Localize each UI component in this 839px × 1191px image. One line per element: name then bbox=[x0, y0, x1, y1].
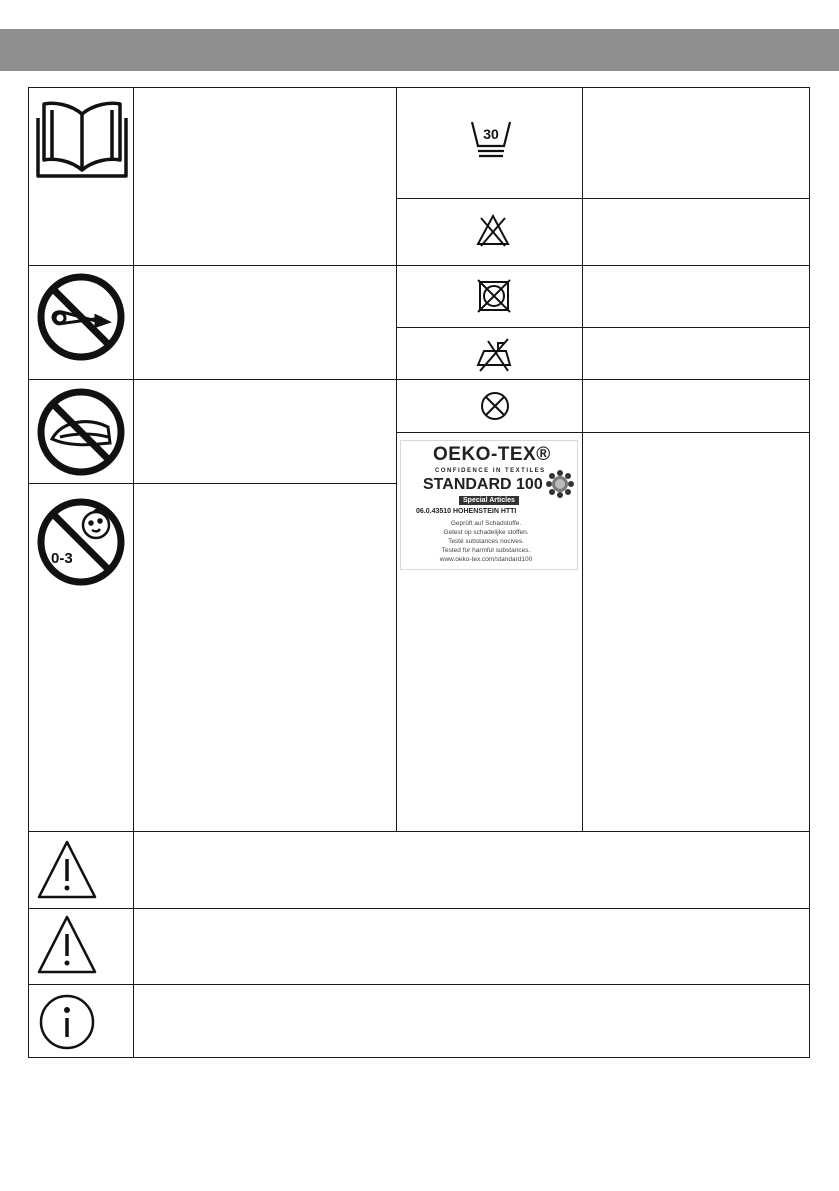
table-border-right bbox=[809, 87, 810, 1058]
do-not-tumble-dry-icon bbox=[476, 278, 512, 314]
row-divider-full-2 bbox=[28, 908, 810, 909]
do-not-bleach-icon bbox=[475, 212, 511, 248]
oeko-claim-de: Geprüft auf Schadstoffe. bbox=[450, 520, 522, 527]
row-divider-left-3 bbox=[28, 483, 397, 484]
wash-30-icon bbox=[470, 118, 512, 160]
oeko-tagline: CONFIDENCE IN TEXTILES bbox=[435, 468, 546, 474]
row-divider-right-3 bbox=[396, 327, 810, 328]
oeko-cert-number: 06.0.43510 HOHENSTEIN HTTI bbox=[416, 508, 517, 515]
no-folded-blanket-icon bbox=[36, 387, 126, 477]
oeko-claim-fr: Testé substances nocives. bbox=[448, 538, 524, 545]
row-divider-left-1 bbox=[28, 265, 397, 266]
wash-temp: 30 bbox=[483, 126, 499, 142]
info-icon bbox=[38, 993, 96, 1051]
oeko-claim-nl: Getest op schadelijke stoffen. bbox=[443, 529, 529, 536]
no-safety-pin-icon bbox=[36, 272, 126, 362]
warning-triangle-icon bbox=[36, 839, 98, 901]
oeko-tex-label bbox=[400, 440, 578, 570]
oeko-special: Special Articles bbox=[459, 496, 519, 505]
age-label: 0-3 bbox=[51, 550, 73, 567]
row-divider-full-3 bbox=[28, 984, 810, 985]
row-divider-right-4 bbox=[396, 379, 810, 380]
do-not-iron-icon bbox=[474, 337, 514, 373]
row-divider-right-1 bbox=[396, 198, 810, 199]
row-divider-left-2 bbox=[28, 379, 397, 380]
row-divider-full-1 bbox=[28, 831, 810, 832]
oeko-url: www.oeko-tex.com/standard100 bbox=[439, 556, 533, 563]
book-icon bbox=[36, 94, 128, 178]
table-border-top bbox=[28, 87, 810, 88]
oeko-brand: OEKO-TEX® bbox=[433, 444, 551, 465]
not-for-children-0-3-icon bbox=[36, 497, 126, 587]
table-border-bottom bbox=[28, 1057, 810, 1058]
table-border-left bbox=[28, 87, 29, 1058]
warning-triangle-icon bbox=[36, 914, 98, 976]
do-not-dry-clean-icon bbox=[478, 389, 512, 423]
col-divider-1 bbox=[133, 87, 134, 1058]
row-divider-right-5 bbox=[396, 432, 810, 433]
oeko-claim-en: Tested for harmful substances. bbox=[441, 547, 531, 554]
oeko-standard: STANDARD 100 bbox=[423, 476, 543, 493]
row-divider-right-2 bbox=[396, 265, 810, 266]
oeko-flower-icon bbox=[545, 469, 575, 504]
